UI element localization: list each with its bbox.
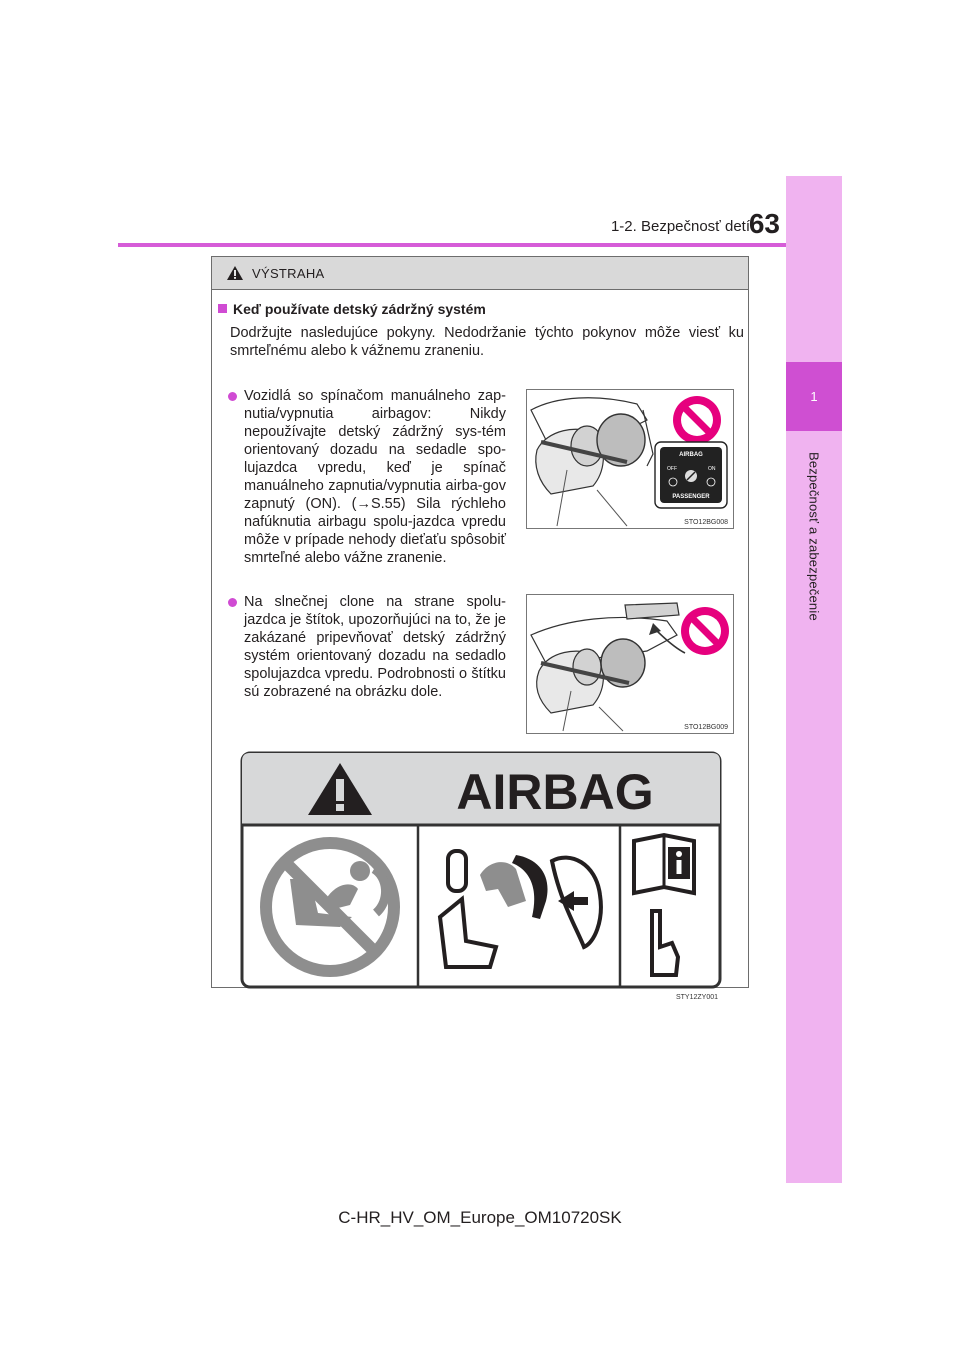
- warning-box: [211, 256, 749, 1001]
- switch-off-label: OFF: [667, 466, 677, 472]
- warning-header: [212, 257, 748, 290]
- switch-passenger-label: PASSENGER: [672, 494, 710, 500]
- square-bullet-icon: [218, 304, 227, 313]
- chapter-number-tab: [786, 362, 842, 431]
- chapter-number: 1: [810, 389, 818, 404]
- label-airbag-word: AIRBAG: [456, 764, 654, 820]
- bullet-dot-icon: [228, 598, 237, 607]
- bullet-dot-icon: [228, 392, 237, 401]
- car-interior-illustration: [527, 390, 733, 528]
- sun-visor-illustration: [527, 595, 733, 733]
- chapter-title-tab: [786, 431, 842, 641]
- warning-heading-text: Keď používate detský zádržný systém: [233, 301, 486, 317]
- footer-document-id: C-HR_HV_OM_Europe_OM10720SK: [338, 1208, 622, 1227]
- figure-airbag-switch: [526, 389, 734, 529]
- page-number: 63: [748, 208, 780, 239]
- header-rule: [118, 243, 786, 247]
- bullet-text: Vozidlá so spínačom manuálneho zap-nutia/vypnutia airbagov: Nikdy nepoužívajte detský zádržný sys-tém orientovaný dozadu na sedadle spo-lujazdca vpredu, keď je spínač manuálneho zapnutia/vypnutia airba-gov zapnutý (ON). (→S.55) Sila rýchleho nafúknutia airbagu spolu-jazdca vpredu môže v prípade nehody dieťaťu spôsobiť smrteľné alebo vážne zranenie.: [244, 388, 506, 566]
- list-item: [244, 387, 506, 567]
- warning-title: VÝSTRAHA: [252, 265, 325, 281]
- label-figure-code: STY12ZY001: [675, 994, 718, 1001]
- figure-code: STO12BG008: [684, 519, 728, 526]
- list-item: [244, 593, 506, 701]
- warning-intro: Dodržujte nasledujúce pokyny. Nedodržanie týchto pokynov môže viesť ku smrteľnému alebo k vážnemu zraneniu.: [230, 325, 744, 359]
- bullet-text: Na slnečnej clone na strane spolu-jazdca je štítok, upozorňujúci na to, že je zakázané pripevňovať detský zádržný systém orientovaný dozadu na sedadlo spolujazdca vpredu. Podrobnosti o štítku sú zobrazené na obrázku dole.: [244, 594, 506, 700]
- switch-panel-title: AIRBAG: [679, 452, 703, 458]
- warning-heading: [218, 301, 486, 317]
- section-title: 1-2. Bezpečnosť detí: [610, 218, 750, 235]
- figure-code: STO12BG009: [684, 724, 728, 731]
- figure-sun-visor: [526, 594, 734, 734]
- airbag-label-illustration: [240, 751, 724, 1001]
- switch-on-label: ON: [708, 466, 716, 472]
- warning-triangle-icon: [226, 265, 244, 281]
- chapter-title: Bezpečnosť a zabezpečenie: [806, 451, 822, 621]
- airbag-warning-label: [240, 751, 724, 1001]
